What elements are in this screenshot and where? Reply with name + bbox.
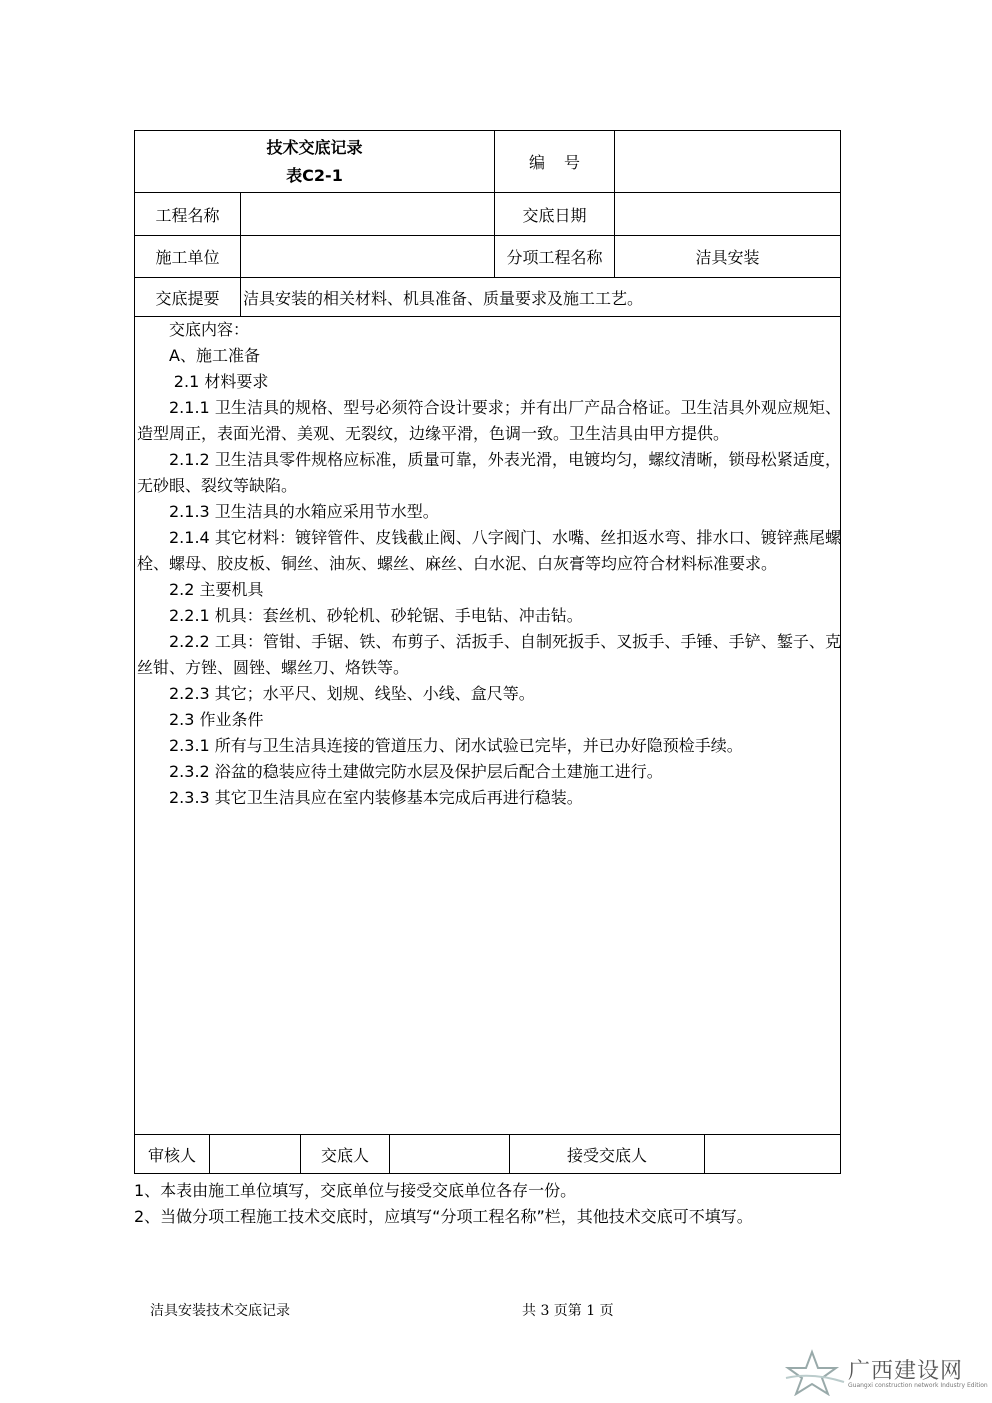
reviewer-field[interactable]: [210, 1135, 300, 1173]
form-notes: [134, 1178, 753, 1230]
discloser-label: 交底人: [320, 1145, 369, 1165]
project-name-label: 工程名称: [155, 205, 220, 225]
content-paragraph: 2.1.3 卫生洁具的水箱应采用节水型。: [169, 502, 439, 521]
number-label: 编 号: [528, 153, 581, 172]
content-paragraph: 2.1.1 卫生洁具的规格、型号必须符合设计要求；并有出厂产品合格证。卫生洁具外观应规矩、造型周正，表面光滑、美观、无裂纹，边缘平滑，色调一致。卫生洁具由甲方提供。: [137, 398, 841, 443]
date-field[interactable]: [615, 193, 840, 235]
note-item: 2、当做分项工程施工技术交底时，应填写“分项工程名称”栏，其他技术交底可不填写。: [134, 1207, 753, 1226]
number-field[interactable]: [615, 131, 840, 192]
section-heading: 2.1 材料要求: [173, 372, 269, 391]
content-paragraph: 2.3.3 其它卫生洁具应在室内装修基本完成后再进行稳装。: [169, 788, 583, 807]
content-intro: 交底内容：: [169, 320, 250, 339]
receiver-field[interactable]: [705, 1135, 840, 1173]
receiver-label: 接受交底人: [566, 1145, 647, 1165]
reviewer-label: 审核人: [147, 1145, 196, 1165]
content-paragraph: 2.1.4 其它材料：镀锌管件、皮钱截止阀、八字阀门、水嘴、丝扣返水弯、排水口、镀锌燕尾螺栓、螺母、胶皮板、铜丝、油灰、螺丝、麻丝、白水泥、白灰膏等均应符合材料标准要求。: [137, 528, 841, 573]
content-paragraph: 2.1.2 卫生洁具零件规格应标准，质量可靠，外表光滑，电镀均匀，螺纹清晰，锁母松紧适度，无砂眼、裂纹等缺陷。: [137, 450, 841, 495]
disclosure-form: [134, 130, 841, 1174]
content-paragraph: 2.2.1 机具：套丝机、砂轮机、砂轮锯、手电钻、冲击钻。: [169, 606, 583, 625]
section-heading: A、施工准备: [169, 346, 260, 365]
content-paragraph: 2.3.1 所有与卫生洁具连接的管道压力、闭水试验已完毕，并已办好隐预检手续。: [169, 736, 743, 755]
unit-label: 施工单位: [155, 248, 220, 267]
disclosure-content: [137, 317, 841, 811]
section-heading: 2.2 主要机具: [169, 580, 264, 599]
section-heading: 2.3 作业条件: [169, 710, 264, 729]
discloser-field[interactable]: [390, 1135, 509, 1173]
form-title: 技术交底记录: [266, 137, 363, 157]
content-paragraph: 2.2.3 其它；水平尺、划规、线坠、小线、盒尺等。: [169, 684, 535, 703]
subitem-field[interactable]: 洁具安装: [695, 248, 760, 267]
footer-page-info: 共 3 页第 1 页: [522, 1303, 614, 1319]
form-code: 表C2-1: [286, 165, 343, 185]
subitem-label: 分项工程名称: [506, 248, 603, 267]
note-item: 1、本表由施工单位填写，交底单位与接受交底单位各存一份。: [134, 1181, 577, 1200]
unit-field[interactable]: [241, 236, 494, 277]
form-title-block: [135, 131, 494, 192]
watermark-name: 广西建设网: [848, 1359, 964, 1384]
summary-label: 交底提要: [155, 288, 220, 308]
summary-field[interactable]: 洁具安装的相关材料、机具准备、质量要求及施工工艺。: [243, 288, 644, 308]
content-paragraph: 2.2.2 工具：管钳、手锯、铁、布剪子、活扳手、自制死扳手、叉扳手、手锤、手铲、錾子、克丝钳、方锉、圆锉、螺丝刀、烙铁等。: [137, 632, 841, 677]
footer-doc-title: 洁具安装技术交底记录: [150, 1303, 290, 1319]
content-paragraph: 2.3.2 浴盆的稳装应待土建做完防水层及保护层后配合土建施工进行。: [169, 762, 663, 781]
watermark-subtitle: Guangxi construction network Industry Edition: [848, 1382, 988, 1389]
project-name-field[interactable]: [241, 193, 494, 235]
date-label: 交底日期: [522, 205, 587, 225]
